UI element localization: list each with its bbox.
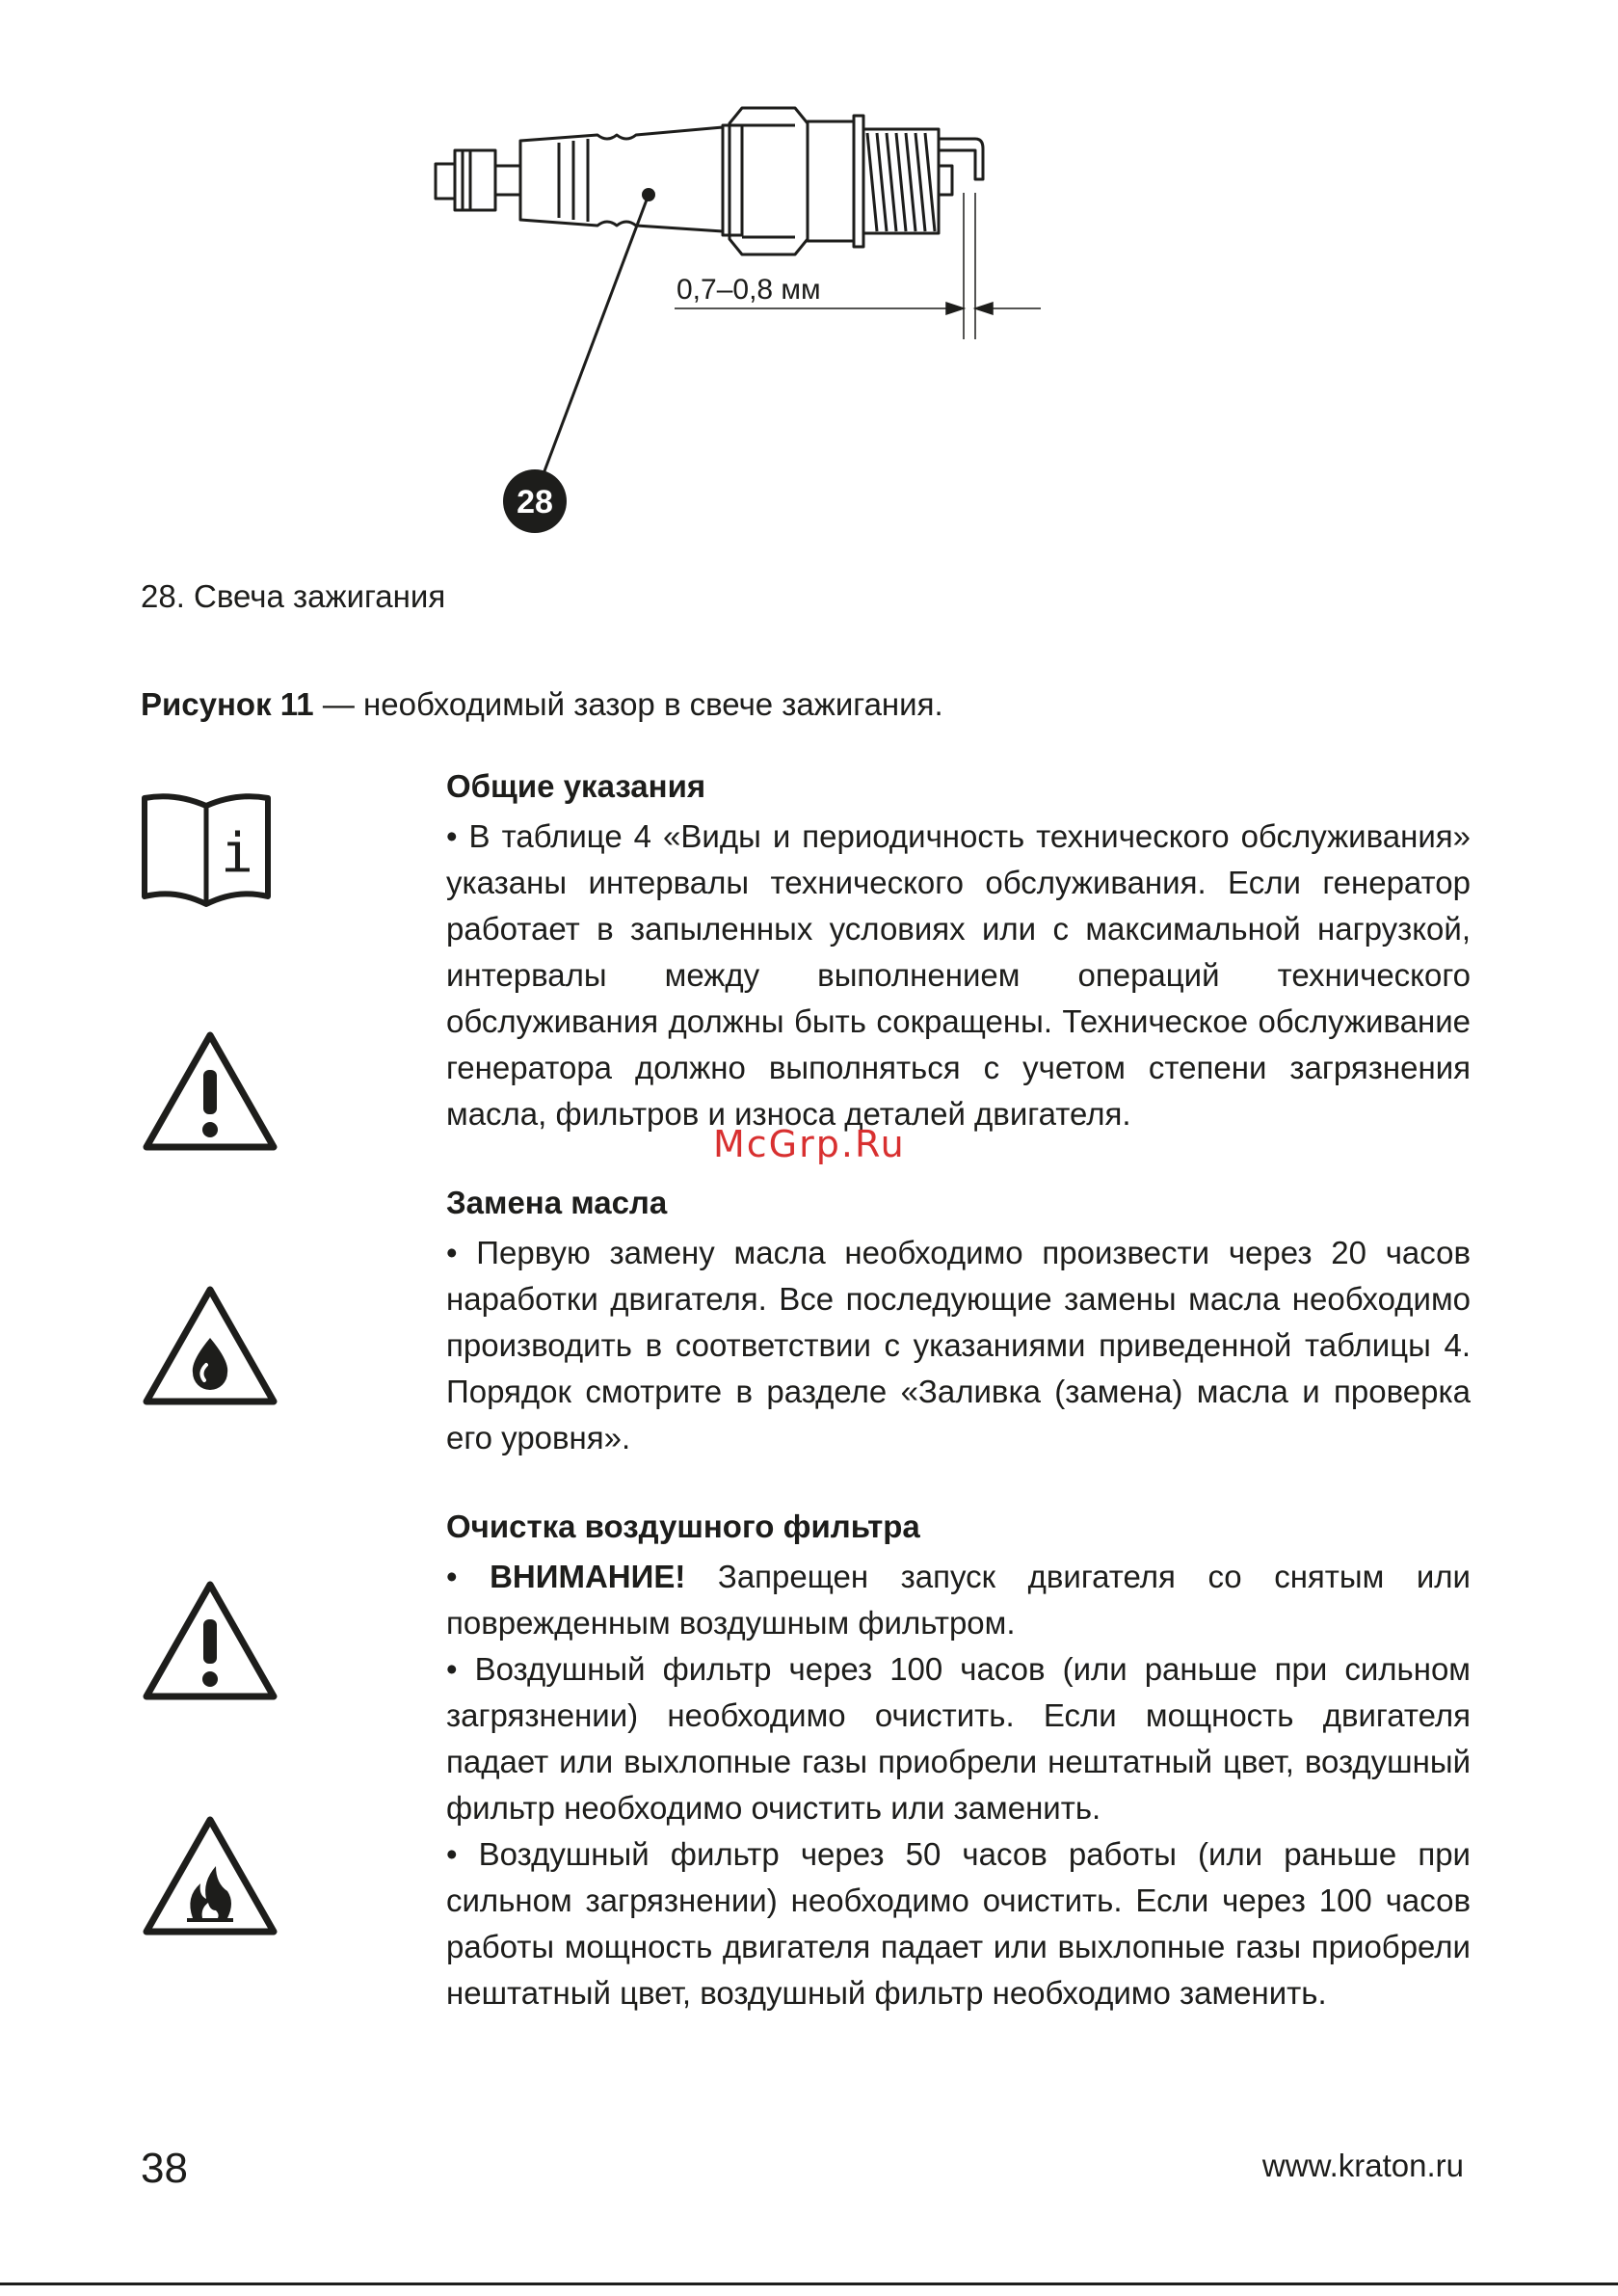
svg-text:i: i [221, 822, 253, 885]
section-general-instructions [446, 765, 1471, 1137]
warning-label: ВНИМАНИЕ! [490, 1559, 686, 1594]
section-air-filter-cleaning [446, 1506, 1471, 2016]
insulator [520, 127, 723, 231]
ground-electrode [939, 139, 983, 179]
terminal-post [455, 150, 495, 210]
gap-dimension-label: 0,7–0,8 мм [676, 274, 821, 306]
section-title: Общие указания [446, 768, 706, 804]
website-link[interactable]: www.kraton.ru [1261, 2148, 1464, 2183]
watermark: McGrp.Ru [713, 1123, 906, 1165]
section-title: Очистка воздушного фильтра [446, 1508, 920, 1544]
figure-caption-text: — необходимый зазор в свече зажигания. [313, 686, 943, 722]
section-paragraph: • Воздушный фильтр через 100 часов (или раньше при сильном загрязнении) необходимо очистить. Если мощность двигателя падает или выхлопные газы приобрели нештатный цвет, воздушный фильтр необходимо очистить или заменить. [446, 1651, 1471, 1826]
section-paragraph: • В таблице 4 «Виды и периодичность технического обслуживания» указаны интервалы технического обслуживания. Если генератор работает в запыленных условиях или с максимальной нагрузкой, интервалы между выполнением операций технического обслуживания должны быть сокращены. Техническое обслуживание генератора должно выполняться с учетом степени загрязнения масла, фильтров и износа деталей двигателя. [446, 818, 1471, 1132]
fire-hazard-icon [141, 1814, 279, 1937]
figure-caption-label: Рисунок 11 [141, 686, 314, 722]
warning-exclamation-icon [141, 1579, 279, 1702]
section-title: Замена масла [446, 1185, 668, 1220]
info-book-icon [141, 792, 272, 910]
figure-caption [141, 686, 943, 723]
warning-text: Запрещен запуск двигателя со снятым или поврежденным воздушным фильтром. [446, 1559, 1471, 1641]
footer-rule [0, 2283, 1618, 2285]
flammable-liquid-icon [141, 1284, 279, 1407]
warning-exclamation-icon [141, 1029, 279, 1153]
section-paragraph: • Первую замену масла необходимо произвести через 20 часов наработки двигателя. Все последующие замены масла необходимо производить в соответствии с указаниями приведенной таблицы 4. Порядок смотрите в разделе «Заливка (замена) масла и проверка его уровня». [446, 1235, 1471, 1455]
callout-number: 28 [517, 484, 553, 521]
figure-legend: 28. Свеча зажигания [141, 578, 446, 614]
spark-plug-figure [405, 87, 1099, 549]
section-paragraph: • Воздушный фильтр через 50 часов работы (или раньше при сильном загрязнении) необходимо очистить. Если через 100 часов работы мощность двигателя падает или выхлопные газы приобрели нештатный цвет, воздушный фильтр необходимо заменить. [446, 1836, 1471, 2011]
page-number: 38 [141, 2145, 188, 2192]
warning-paragraph: • ВНИМАНИЕ! Запрещен запуск двигателя со снятым или поврежденным воздушным фильтром. [446, 1559, 1471, 1641]
terminal-nut [436, 164, 455, 199]
section-oil-change [446, 1182, 1471, 1461]
